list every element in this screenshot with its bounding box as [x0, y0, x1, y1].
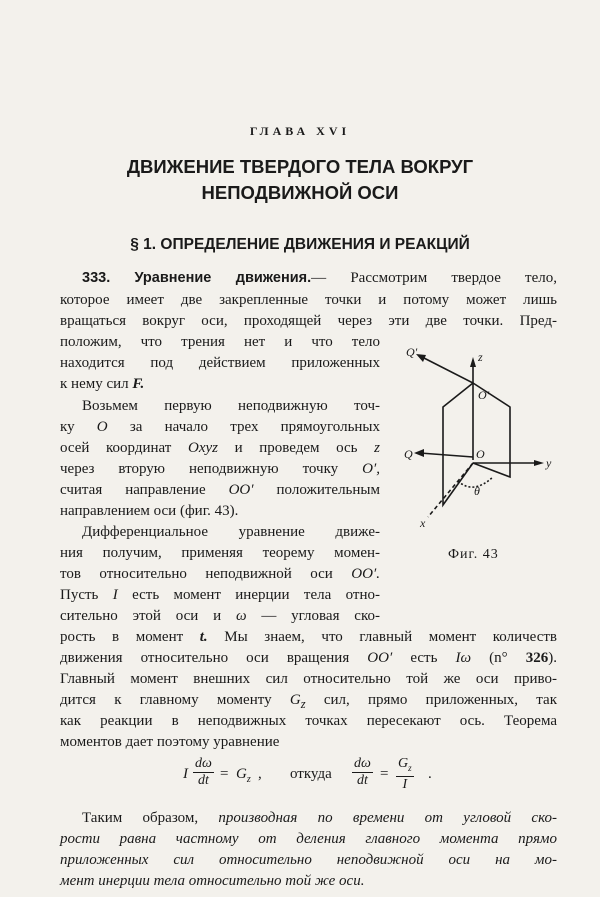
text-line: моментов дает поэтому уравнение — [60, 734, 280, 750]
chapter-label: ГЛАВА XVI — [249, 124, 351, 138]
fraction-numerator: dω — [195, 756, 212, 771]
text-fragment: Мы знаем, что главный момент количеств — [207, 629, 557, 645]
fraction-gz-i — [396, 756, 414, 793]
text-fragment: есть момент инерции тела отно- — [117, 587, 380, 603]
text-fragment: положительным — [253, 482, 380, 498]
text-line — [60, 606, 380, 627]
text-line: которое имеет две закрепленные точки и потому может лишь — [60, 292, 557, 308]
math-var: F. — [132, 376, 145, 392]
text-line — [82, 268, 557, 289]
text-line — [60, 564, 380, 585]
text-fragment: Таким образом, — [82, 810, 219, 826]
text-fragment: и проведем ось — [217, 440, 375, 456]
figure-caption: Фиг. 43 — [448, 547, 499, 562]
fraction-denominator: I — [402, 776, 408, 792]
equation — [0, 756, 600, 796]
text-fragment: к нему сил — [60, 376, 133, 392]
italic-text: производная по времени от угловой ско- — [218, 810, 558, 826]
text-line: Возьмем первую неподвижную точ- — [82, 398, 380, 414]
formula-comma: , — [258, 766, 262, 782]
text-line: положим, что трения нет и что тело — [60, 334, 380, 350]
math-var: t. — [199, 629, 208, 645]
text-line — [60, 438, 380, 459]
text-fragment: дится к главному моменту — [60, 692, 290, 708]
text-line: Дифференциальное уравнение движе- — [82, 524, 380, 540]
force-Q-arrow — [414, 449, 424, 457]
paragraph-title: Уравнение движения. — [134, 270, 312, 286]
text-line: рости равна частному от деления главного момента прямо — [60, 831, 557, 847]
text-fragment: тов относительно неподвижной оси — [60, 566, 352, 582]
text-line — [60, 648, 557, 669]
math-var: Iω — [455, 650, 472, 666]
text-line — [82, 808, 557, 829]
label-theta: θ — [474, 484, 480, 498]
text-line: вращаться вокруг оси, проходящей через эти две точки. Пред- — [60, 313, 557, 329]
text-fragment: за начало трех прямоугольных — [107, 419, 381, 435]
label-Oprime: O′ — [478, 388, 490, 402]
math-var: OO′. — [351, 566, 380, 582]
formula-rhs: $G_z$ — [236, 766, 251, 785]
fraction-numerator: $G_z$ — [396, 756, 414, 777]
fraction-dw-dt — [193, 756, 214, 789]
text-line: находится под действием приложенных — [60, 355, 380, 371]
force-Qprime — [422, 357, 473, 383]
z-arrow-head — [470, 357, 476, 367]
math-var: OO′ — [367, 650, 393, 666]
chapter-title — [0, 154, 600, 206]
label-x: x — [420, 516, 426, 530]
text-fragment: сил, прямо приложенных, так — [305, 692, 557, 708]
math-var: ω — [235, 608, 247, 624]
text-fragment: сительно этой оси и — [60, 608, 236, 624]
text-fragment: рость в момент — [60, 629, 200, 645]
text-line: направлением оси (фиг. 43). — [60, 503, 239, 519]
text-line — [60, 480, 380, 501]
text-fragment: считая направление — [60, 482, 229, 498]
formula-period: . — [428, 766, 432, 782]
text-line: Главный момент внешних сил относительно той же оси приво- — [60, 671, 557, 687]
math-var: z — [374, 440, 380, 456]
text-line: ния получим, применяя теорему момен- — [60, 545, 380, 561]
force-Q — [420, 453, 473, 457]
math-var: O′, — [362, 461, 380, 477]
text-fragment: — угловая ско- — [246, 608, 380, 624]
text-fragment: движения относительно оси вращения — [60, 650, 368, 666]
text-line — [60, 627, 557, 648]
text-line: как реакции в неподвижных точках пересекают ось. Теорема — [60, 713, 557, 729]
fraction-denominator: dt — [357, 773, 368, 788]
text-line: приложенных сил относительно неподвижной оси на мо- — [60, 852, 557, 868]
force-Qprime-arrow — [416, 354, 426, 362]
text-fragment: (n° — [471, 650, 526, 666]
chapter-title-line-2: НЕПОДВИЖНОЙ ОСИ — [201, 182, 399, 203]
math-subscript: z — [300, 697, 306, 711]
fraction-numerator: dω — [354, 756, 371, 771]
text-fragment: — Рассмотрим твердое тело, — [311, 270, 557, 286]
text-line — [60, 374, 380, 395]
text-line — [60, 459, 380, 480]
text-line — [60, 417, 380, 438]
y-arrow-head — [534, 460, 544, 466]
section-heading: § 1. ОПРЕДЕЛЕНИЕ ДВИЖЕНИЯ И РЕАКЦИЙ — [130, 236, 470, 253]
label-y: y — [546, 456, 552, 470]
x-axis — [428, 463, 473, 517]
figure-43 — [398, 345, 568, 545]
math-var: I — [112, 587, 118, 603]
formula-eq: = — [380, 766, 389, 782]
fraction-denominator: dt — [198, 773, 209, 788]
text-fragment: осей координат — [60, 440, 188, 456]
paragraph-number: 333. — [82, 270, 111, 286]
text-line: мент инерции тела относительно той же оси. — [60, 873, 365, 889]
formula-eq: = — [220, 766, 229, 782]
text-fragment: через вторую неподвижную точку — [60, 461, 363, 477]
text-fragment: ). — [548, 650, 557, 666]
text-fragment: Пусть — [60, 587, 113, 603]
label-z: z — [478, 350, 483, 364]
text-fragment: есть — [392, 650, 456, 666]
fraction-dw-dt-2 — [352, 756, 373, 789]
formula-factor: I — [183, 766, 188, 782]
math-var: O — [96, 419, 108, 435]
reference-number: 326 — [525, 650, 549, 666]
formula-word: откуда — [290, 766, 332, 782]
math-var: G — [289, 692, 301, 708]
text-line — [60, 585, 380, 606]
math-var: Oxyz — [187, 440, 218, 456]
chapter-title-line-1: ДВИЖЕНИЕ ТВЕРДОГО ТЕЛА ВОКРУГ — [126, 156, 474, 177]
label-Qprime: Q′ — [406, 345, 418, 359]
label-O: O — [476, 447, 485, 461]
math-var: OO′ — [228, 482, 254, 498]
label-Q: Q — [404, 447, 413, 461]
text-fragment: ку — [60, 419, 97, 435]
